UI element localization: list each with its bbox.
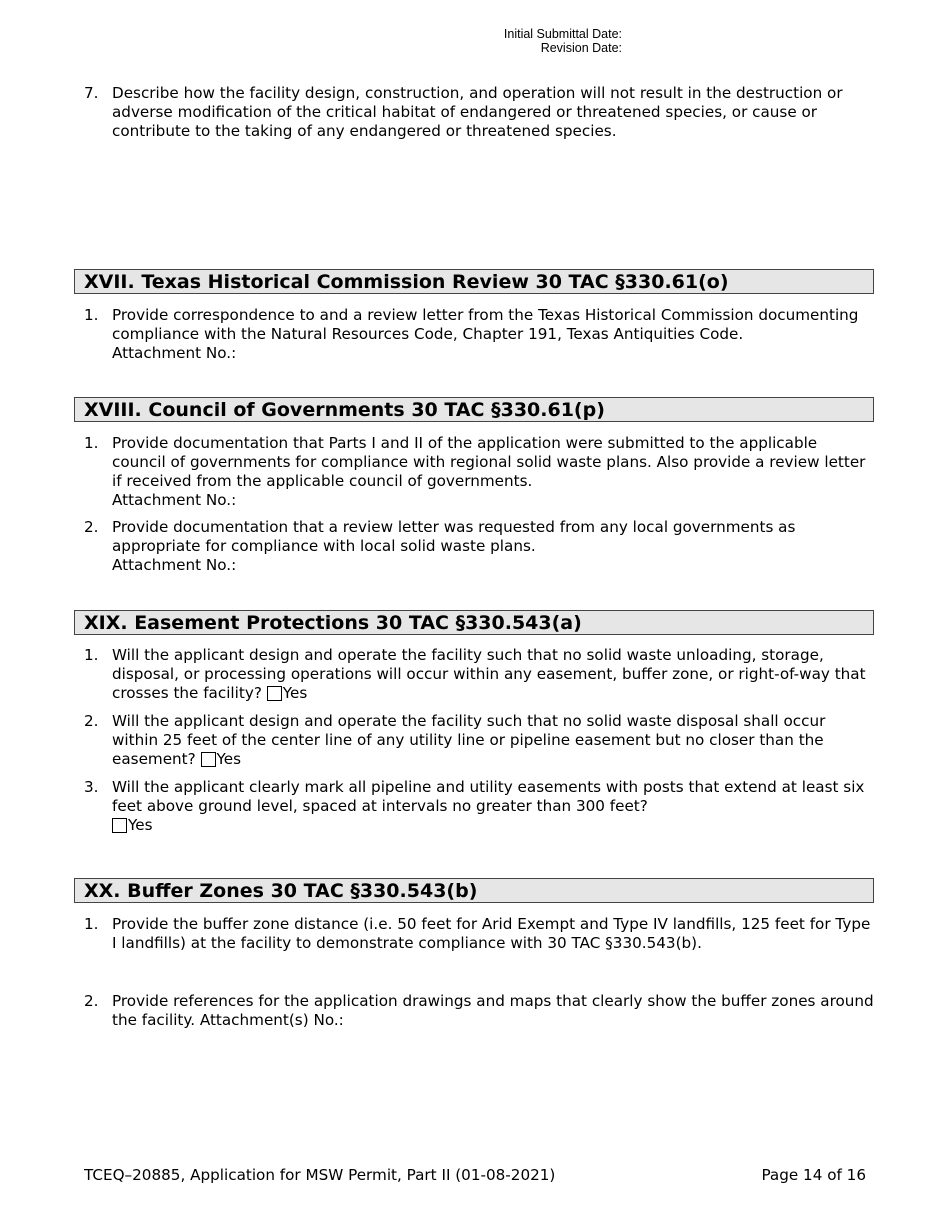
- item-number: 7.: [84, 84, 99, 102]
- item-text: Will the applicant design and operate the facility such that no solid waste unloading, storage, disposal, or processing operations will occur within any easement, buffer zone, or right-of-way that crosses the facility?: [112, 646, 866, 702]
- item-text: Provide references for the application drawings and maps that clearly show the buffer zones around the facility. Attachment(s) No.:: [112, 992, 874, 1029]
- list-item: [84, 518, 874, 575]
- list-item: [84, 712, 874, 769]
- item-text: Provide documentation that Parts I and II of the application were submitted to the applicable council of governments for compliance with regional solid waste plans. Also provide a review letter if received from the applicable council of governments.: [112, 434, 866, 490]
- item-number: 1.: [84, 646, 99, 664]
- list-item: [84, 306, 874, 363]
- revision-date-label: Revision Date:: [540, 41, 622, 55]
- section-heading-historical-commission: XVII. Texas Historical Commission Review 30 TAC §330.61(o): [74, 269, 874, 294]
- item-number: 2.: [84, 712, 99, 730]
- list-item: [84, 646, 874, 703]
- yes-checkbox-label: Yes: [216, 750, 242, 768]
- attachment-label: Attachment No.:: [112, 491, 237, 509]
- item-text: Will the applicant design and operate the facility such that no solid waste disposal shall occur within 25 feet of the center line of any utility line or pipeline easement but no closer than the easement?: [112, 712, 826, 768]
- yes-checkbox[interactable]: [267, 686, 282, 701]
- item-text: Provide correspondence to and a review letter from the Texas Historical Commission documenting compliance with the Natural Resources Code, Chapter 191, Texas Antiquities Code.: [112, 306, 859, 343]
- initial-submittal-date-label: Initial Submittal Date:: [503, 27, 622, 41]
- section-heading-council-of-governments: XVIII. Council of Governments 30 TAC §330.61(p): [74, 397, 874, 422]
- submittal-header: [380, 27, 622, 55]
- list-item: [84, 915, 874, 953]
- item-text: Provide the buffer zone distance (i.e. 50 feet for Arid Exempt and Type IV landfills, 125 feet for Type I landfills) at the facility to demonstrate compliance with 30 TAC §330.543(b).: [112, 915, 871, 952]
- list-item: [84, 778, 874, 835]
- item-number: 2.: [84, 992, 99, 1010]
- page-number: Page 14 of 16: [761, 1166, 866, 1184]
- form-id: TCEQ–20885, Application for MSW Permit, Part II (01-08-2021): [84, 1166, 556, 1184]
- item-number: 1.: [84, 306, 99, 324]
- yes-checkbox[interactable]: [112, 818, 127, 833]
- item-number: 3.: [84, 778, 99, 796]
- item-number: 2.: [84, 518, 99, 536]
- item-text: Describe how the facility design, construction, and operation will not result in the destruction or adverse modification of the critical habitat of endangered or threatened species, or cause or contribute to the taking of any endangered or threatened species.: [112, 84, 843, 140]
- section-heading-easement-protections: XIX. Easement Protections 30 TAC §330.543(a): [74, 610, 874, 635]
- habitat-question: [84, 84, 874, 141]
- yes-checkbox-label: Yes: [282, 684, 308, 702]
- page-footer: [84, 1166, 866, 1185]
- item-text: Provide documentation that a review letter was requested from any local governments as appropriate for compliance with local solid waste plans.: [112, 518, 796, 555]
- yes-checkbox[interactable]: [201, 752, 216, 767]
- list-item: [84, 992, 874, 1030]
- item-text: Will the applicant clearly mark all pipeline and utility easements with posts that extend at least six feet above ground level, spaced at intervals no greater than 300 feet?: [112, 778, 865, 815]
- list-item: [84, 434, 874, 510]
- item-number: 1.: [84, 434, 99, 452]
- attachment-label: Attachment No.:: [112, 344, 237, 362]
- attachment-label: Attachment No.:: [112, 556, 237, 574]
- section-heading-buffer-zones: XX. Buffer Zones 30 TAC §330.543(b): [74, 878, 874, 903]
- yes-checkbox-label: Yes: [128, 816, 153, 834]
- item-number: 1.: [84, 915, 99, 933]
